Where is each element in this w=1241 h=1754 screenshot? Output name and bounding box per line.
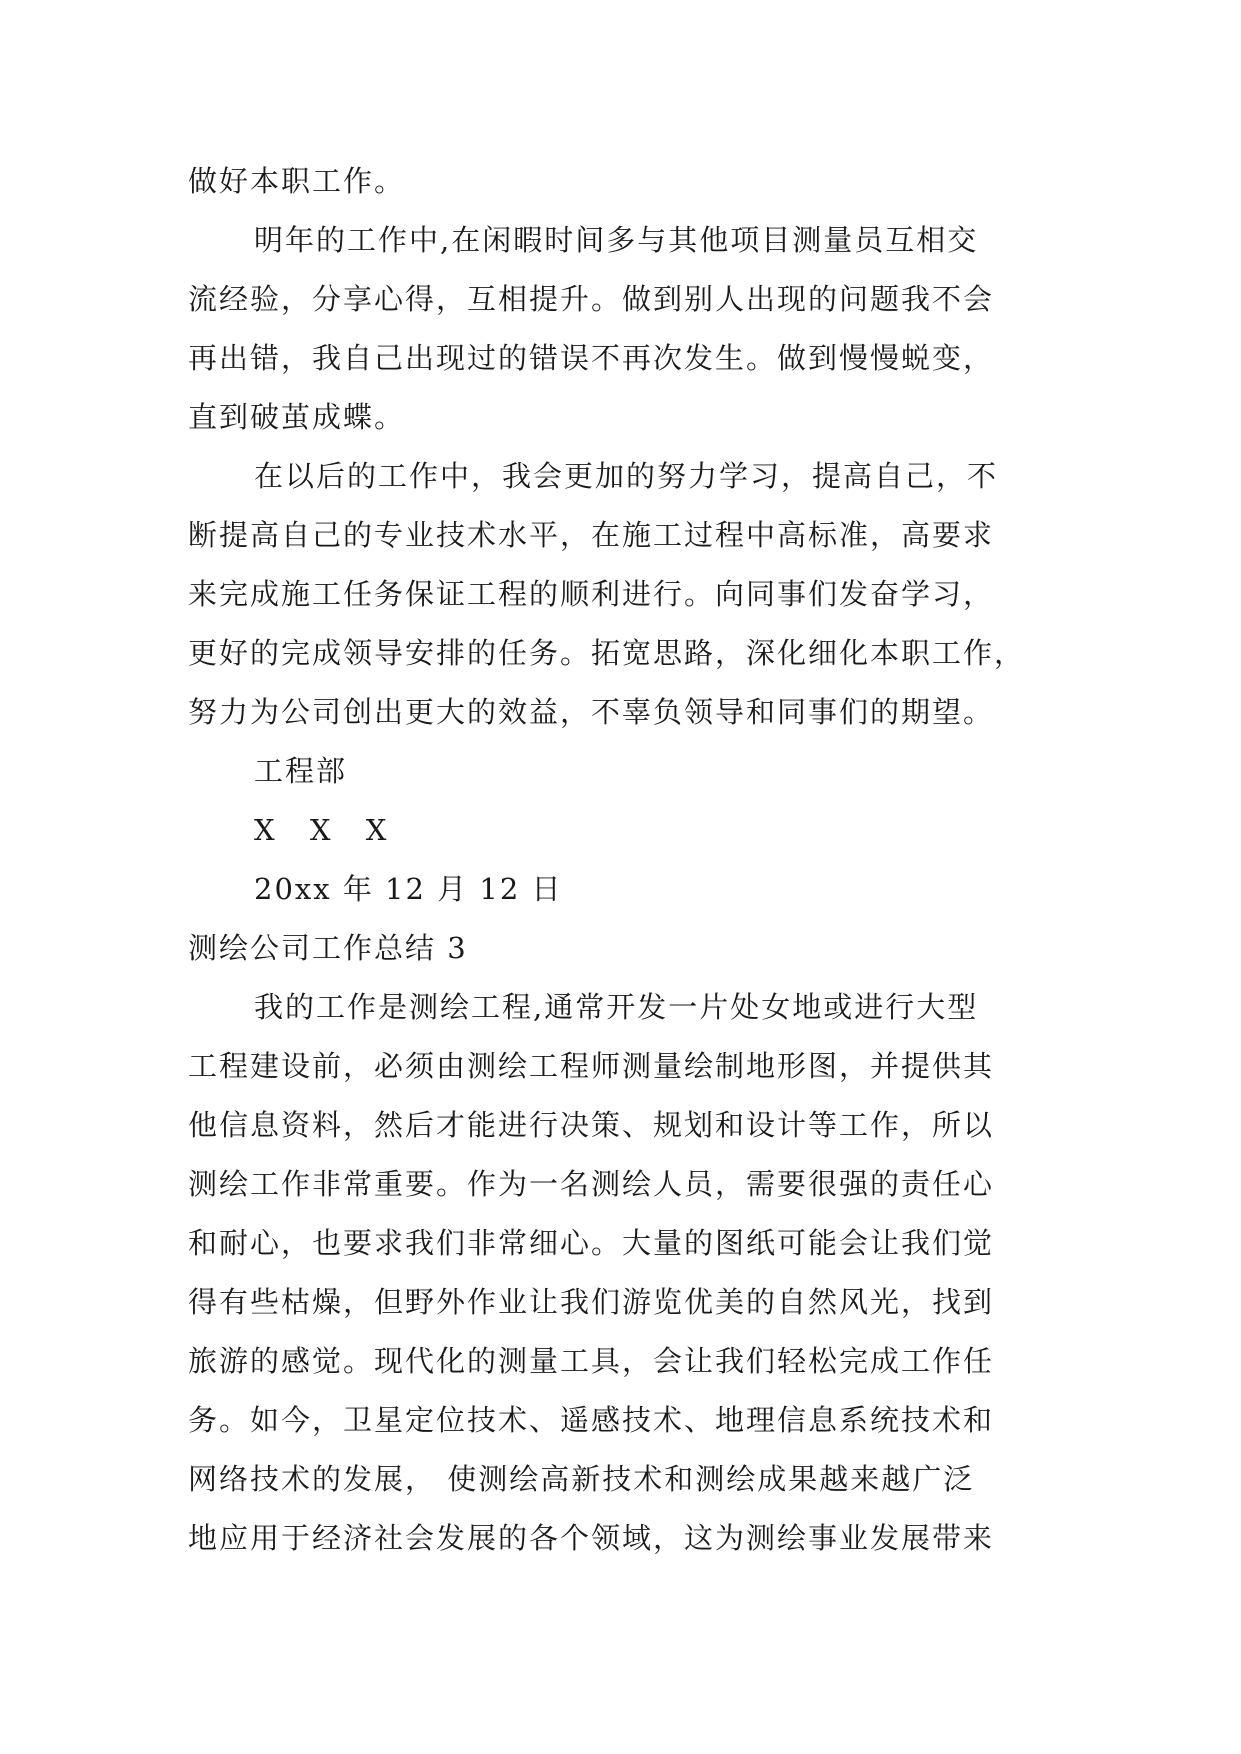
paragraph-line: 来完成施工任务保证工程的顺利进行。向同事们发奋学习， [188, 577, 995, 611]
paragraph-line: 和耐心，也要求我们非常细心。大量的图纸可能会让我们觉 [188, 1226, 995, 1260]
paragraph-line: 测绘工作非常重要。作为一名测绘人员，需要很强的责任心 [188, 1167, 995, 1201]
signature-date: 20xx 年 12 月 12 日 [254, 872, 563, 906]
paragraph-line: 在以后的工作中，我会更加的努力学习，提高自己，不 [254, 459, 999, 493]
signature-name: X X X [254, 813, 389, 847]
paragraph-line: 做好本职工作。 [188, 164, 406, 198]
paragraph-line: 明年的工作中,在闲暇时间多与其他项目测量员互相交 [254, 223, 979, 257]
paragraph-line: 更好的完成领导安排的任务。拓宽思路，深化细化本职工作， [188, 636, 1026, 670]
section-title: 测绘公司工作总结 3 [188, 931, 468, 965]
paragraph-line: 我的工作是测绘工程,通常开发一片处女地或进行大型 [254, 990, 979, 1024]
paragraph-line: 流经验，分享心得，互相提升。做到别人出现的问题我不会 [188, 282, 995, 316]
paragraph-line: 网络技术的发展， 使测绘高新技术和测绘成果越来越广泛 [188, 1462, 975, 1496]
paragraph-line: 他信息资料，然后才能进行决策、规划和设计等工作，所以 [188, 1108, 995, 1142]
paragraph-line: 务。如今，卫星定位技术、遥感技术、地理信息系统技术和 [188, 1403, 995, 1437]
paragraph-line: 努力为公司创出更大的效益，不辜负领导和同事们的期望。 [188, 695, 995, 729]
paragraph-line: 再出错，我自己出现过的错误不再次发生。做到慢慢蜕变， [188, 341, 995, 375]
document-body [188, 152, 1068, 1568]
paragraph-line: 工程建设前，必须由测绘工程师测量绘制地形图，并提供其 [188, 1049, 995, 1083]
paragraph-line: 地应用于经济社会发展的各个领域，这为测绘事业发展带来 [188, 1521, 995, 1555]
paragraph-line: 直到破茧成蝶。 [188, 400, 406, 434]
paragraph-line: 旅游的感觉。现代化的测量工具，会让我们轻松完成工作任 [188, 1344, 995, 1378]
signature-department: 工程部 [254, 754, 348, 788]
paragraph-line: 断提高自己的专业技术水平，在施工过程中高标准，高要求 [188, 518, 995, 552]
paragraph-line: 得有些枯燥，但野外作业让我们游览优美的自然风光，找到 [188, 1285, 995, 1319]
